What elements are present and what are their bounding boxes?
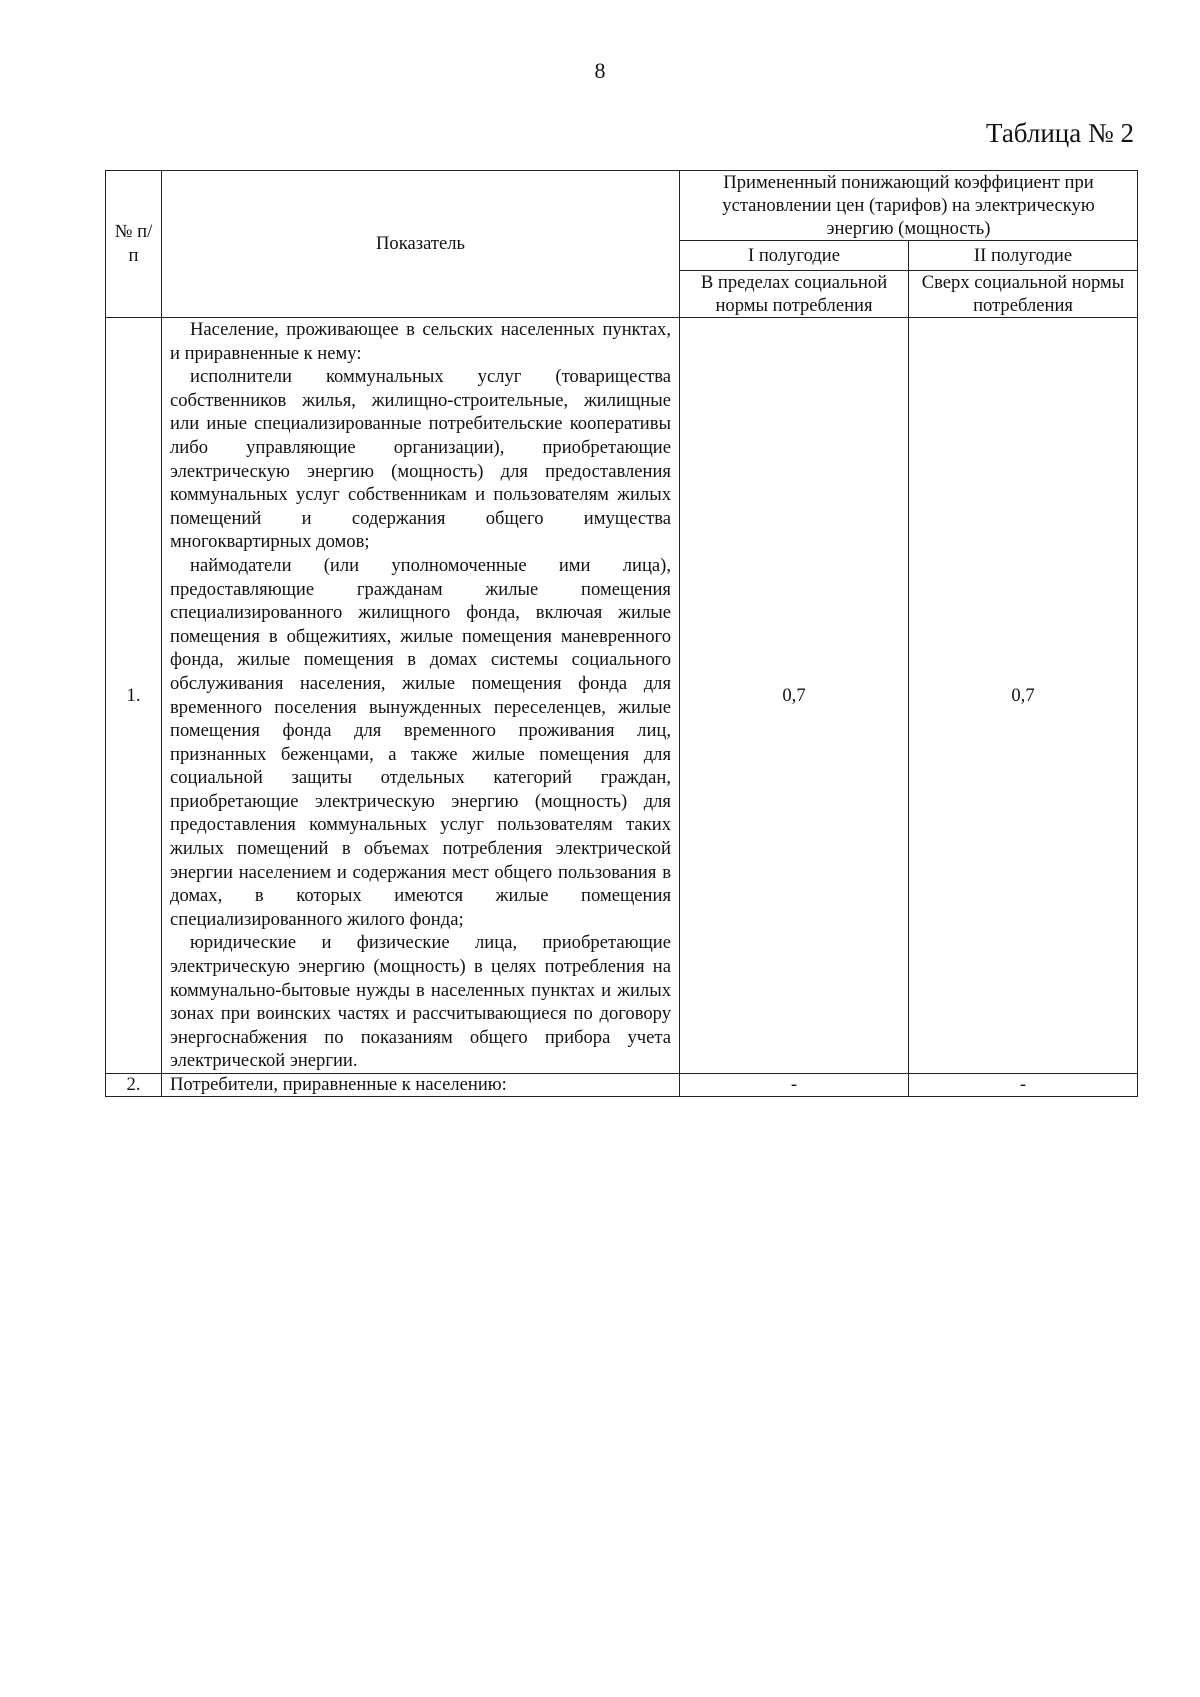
header-half-1: I полугодие (680, 241, 909, 271)
table-row (106, 1074, 1138, 1097)
coefficients-table (105, 170, 1138, 1097)
coefficient-half-2: - (909, 1074, 1138, 1097)
row-indicator: Потребители, приравненные к населению: (162, 1074, 680, 1097)
indicator-paragraph: исполнители коммунальных услуг (товарищества собственников жилья, жилищно-строительные, жилищные или иные специализированные потребительские кооперативы либо управляющие организации), приобретающие электрическую энергию (мощность) для предоставления коммунальных услуг собственникам и пользователям жилых помещений и содержания общего имущества многоквартирных домов; (170, 366, 671, 553)
row-indicator (162, 318, 680, 1074)
indicator-paragraph: наймодатели (или уполномоченные ими лица), предоставляющие гражданам жилые помещения специализированного жилищного фонда, включая жилые помещения в общежитиях, жилые помещения маневренного фонда, жилые помещения в домах системы социального обслуживания населения, жилые помещения фонда для временного поселения вынужденных переселенцев, жилые помещения фонда для временного проживания лиц, признанных беженцами, а также жилые помещения для социальной защиты отдельных категорий граждан, приобретающие электрическую энергию (мощность) для предоставления коммунальных услуг пользователям таких жилых помещений в объемах потребления электрической энергии населением и содержания мест общего пользования в домах, в которых имеются жилые помещения специализированного жилого фонда; (170, 554, 671, 930)
row-number: 2. (106, 1074, 162, 1097)
coefficient-half-1: - (680, 1074, 909, 1097)
page-number: 8 (594, 58, 606, 83)
row-number: 1. (106, 318, 162, 1074)
coefficient-half-1: 0,7 (680, 318, 909, 1074)
header-above-norm: Сверх социальной нормы потребления (909, 271, 1138, 318)
indicator-paragraph: Население, проживающее в сельских населенных пунктах, и приравненные к нему: (170, 319, 671, 364)
header-coefficient: Примененный понижающий коэффициент при установлении цен (тарифов) на электрическую энергию (мощность) (680, 171, 1138, 241)
table-caption: Таблица № 2 (986, 118, 1134, 148)
indicator-paragraph: юридические и физические лица, приобретающие электрическую энергию (мощность) в целях потребления на коммунально-бытовые нужды в населенных пунктах и жилых зонах при воинских частях и рассчитывающиеся по договору энергоснабжения по показаниям общего прибора учета электрической энергии. (170, 932, 671, 1072)
header-indicator: Показатель (162, 171, 680, 318)
header-within-norm: В пределах социальной нормы потребления (680, 271, 909, 318)
header-half-2: II полугодие (909, 241, 1138, 271)
coefficient-half-2: 0,7 (909, 318, 1138, 1074)
table-row (106, 318, 1138, 1074)
header-no: № п/п (106, 171, 162, 318)
